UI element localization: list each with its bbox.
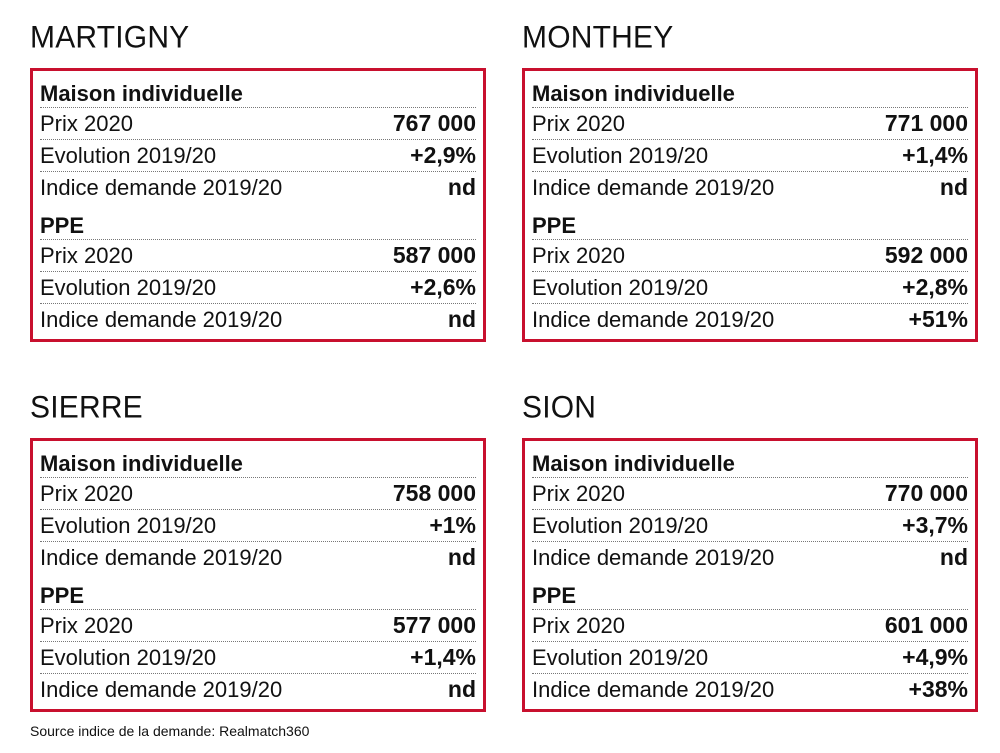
row-value: +1,4% xyxy=(902,142,968,168)
row-evolution xyxy=(532,642,968,674)
row-prix xyxy=(40,240,476,272)
row-value: 592 000 xyxy=(884,242,968,268)
row-indice xyxy=(532,542,968,573)
section-heading-ppe: PPE xyxy=(532,582,968,610)
row-label: Indice demande 2019/20 xyxy=(40,307,283,332)
row-label: Evolution 2019/20 xyxy=(532,143,709,168)
row-indice xyxy=(40,542,476,573)
row-prix xyxy=(40,610,476,642)
row-value: 770 000 xyxy=(884,480,968,506)
price-box xyxy=(522,68,978,342)
section-heading-ppe: PPE xyxy=(40,212,476,240)
row-value: nd xyxy=(939,174,968,200)
row-prix xyxy=(40,478,476,510)
row-indice xyxy=(532,304,968,335)
row-prix xyxy=(532,108,968,140)
row-prix xyxy=(532,240,968,272)
row-value: nd xyxy=(447,306,476,332)
row-evolution xyxy=(532,510,968,542)
row-evolution xyxy=(40,272,476,304)
city-title: MONTHEY xyxy=(522,20,674,55)
row-label: Prix 2020 xyxy=(40,613,133,638)
row-label: Indice demande 2019/20 xyxy=(40,175,283,200)
row-label: Evolution 2019/20 xyxy=(532,645,709,670)
city-title: MARTIGNY xyxy=(30,20,190,55)
row-indice xyxy=(40,172,476,203)
row-prix xyxy=(40,108,476,140)
city-block-sierre xyxy=(30,390,486,712)
city-title: SION xyxy=(522,390,597,425)
row-prix xyxy=(532,610,968,642)
row-value: +2,8% xyxy=(902,274,968,300)
row-evolution xyxy=(40,642,476,674)
section-heading-maison: Maison individuelle xyxy=(40,450,476,478)
row-value: +4,9% xyxy=(902,644,968,670)
row-value: 767 000 xyxy=(392,110,476,136)
row-label: Evolution 2019/20 xyxy=(40,143,217,168)
row-indice xyxy=(532,172,968,203)
row-evolution xyxy=(40,510,476,542)
row-value: +3,7% xyxy=(902,512,968,538)
city-block-monthey xyxy=(522,20,978,342)
row-indice xyxy=(40,674,476,705)
row-label: Evolution 2019/20 xyxy=(532,275,709,300)
row-label: Evolution 2019/20 xyxy=(40,275,217,300)
row-label: Evolution 2019/20 xyxy=(40,645,217,670)
row-label: Prix 2020 xyxy=(532,613,625,638)
row-label: Indice demande 2019/20 xyxy=(532,175,775,200)
row-value: +38% xyxy=(908,676,968,702)
row-value: 577 000 xyxy=(392,612,476,638)
row-label: Prix 2020 xyxy=(40,243,133,268)
source-note: Source indice de la demande: Realmatch360 xyxy=(30,723,310,739)
section-heading-maison: Maison individuelle xyxy=(532,80,968,108)
row-value: +2,9% xyxy=(410,142,476,168)
row-value: 771 000 xyxy=(884,110,968,136)
row-label: Indice demande 2019/20 xyxy=(532,545,775,570)
row-value: 587 000 xyxy=(392,242,476,268)
row-value: +51% xyxy=(908,306,968,332)
price-box xyxy=(30,438,486,712)
city-title: SIERRE xyxy=(30,390,143,425)
row-value: 601 000 xyxy=(884,612,968,638)
row-label: Prix 2020 xyxy=(532,481,625,506)
row-value: +2,6% xyxy=(410,274,476,300)
row-label: Prix 2020 xyxy=(532,111,625,136)
row-label: Indice demande 2019/20 xyxy=(532,677,775,702)
row-value: nd xyxy=(447,544,476,570)
row-label: Indice demande 2019/20 xyxy=(40,545,283,570)
price-box xyxy=(522,438,978,712)
row-label: Prix 2020 xyxy=(40,111,133,136)
row-indice xyxy=(532,674,968,705)
city-block-martigny xyxy=(30,20,486,342)
row-value: nd xyxy=(939,544,968,570)
row-label: Prix 2020 xyxy=(532,243,625,268)
row-evolution xyxy=(532,140,968,172)
row-evolution xyxy=(532,272,968,304)
section-heading-maison: Maison individuelle xyxy=(532,450,968,478)
row-label: Evolution 2019/20 xyxy=(40,513,217,538)
row-value: nd xyxy=(447,174,476,200)
row-value: +1% xyxy=(429,512,476,538)
row-value: +1,4% xyxy=(410,644,476,670)
city-block-sion xyxy=(522,390,978,712)
row-label: Prix 2020 xyxy=(40,481,133,506)
row-label: Evolution 2019/20 xyxy=(532,513,709,538)
row-prix xyxy=(532,478,968,510)
row-label: Indice demande 2019/20 xyxy=(40,677,283,702)
row-label: Indice demande 2019/20 xyxy=(532,307,775,332)
row-indice xyxy=(40,304,476,335)
section-heading-maison: Maison individuelle xyxy=(40,80,476,108)
section-heading-ppe: PPE xyxy=(40,582,476,610)
row-evolution xyxy=(40,140,476,172)
row-value: nd xyxy=(447,676,476,702)
row-value: 758 000 xyxy=(392,480,476,506)
section-heading-ppe: PPE xyxy=(532,212,968,240)
price-box xyxy=(30,68,486,342)
